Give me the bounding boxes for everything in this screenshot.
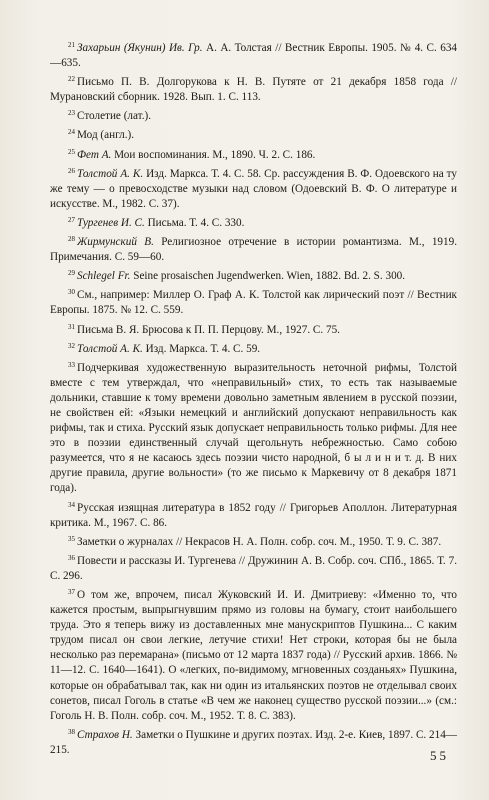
- footnote-author: Фет А.: [77, 148, 112, 161]
- footnote-text: Изд. Маркса. Т. 4. С. 58. Ср. рассуждения В. Ф. Одоевского на ту же тему — о превосходстве музыки над словом (Одоевский В. Ф. О литературе и искусстве. М., 1982. С. 37).: [50, 167, 458, 210]
- footnote-number: 37: [68, 588, 75, 596]
- footnote: [50, 75, 457, 105]
- footnotes-list: [50, 41, 457, 758]
- footnote-text: Заметки о Пушкине и других поэтах. Изд. 2-е. Киев, 1897. С. 214—215.: [50, 728, 457, 756]
- footnote-number: 36: [68, 553, 75, 562]
- footnote-number: 23: [68, 109, 75, 118]
- footnote-author: Страхов Н.: [77, 728, 133, 741]
- page-number: 55: [430, 748, 449, 763]
- footnote-number: 25: [68, 147, 75, 156]
- footnote-author: Захарьин (Якунин) Ив. Гр.: [77, 42, 203, 54]
- footnote-number: 31: [68, 322, 75, 331]
- footnote-number: 21: [68, 41, 75, 49]
- footnote: [50, 269, 457, 284]
- footnote: [50, 728, 457, 758]
- footnote-author: Жирмунский В.: [77, 236, 154, 249]
- footnote: [50, 216, 457, 231]
- footnote-number: 35: [68, 534, 75, 543]
- footnote-text: Письма В. Я. Брюсова к П. П. Перцову. М., 1927. С. 75.: [77, 323, 340, 336]
- footnote-text: Повести и рассказы И. Тургенева // Дружинин А. В. Собр. соч. СПб., 1865. Т. 7. С. 296.: [50, 554, 457, 582]
- footnote-number: 29: [68, 269, 75, 278]
- footnote-number: 32: [68, 341, 75, 350]
- footnote-number: 26: [68, 166, 75, 175]
- footnote: [50, 128, 457, 143]
- footnote-number: 28: [68, 235, 75, 244]
- footnote: [50, 41, 457, 71]
- footnote-author: Schlegel Fr.: [77, 270, 131, 283]
- footnote-text: Русская изящная литература в 1852 году // Григорьев Аполлон. Литературная критика. М., 1967. С. 86.: [50, 501, 457, 529]
- footnote: [50, 148, 457, 163]
- footnote: [50, 588, 457, 724]
- footnote-author: Тургенев И. С.: [77, 216, 145, 229]
- footnote-number: 34: [68, 500, 75, 509]
- footnote-text: Религиозное отречение в истории романтизма. М., 1919. Примечания. С. 59—60.: [50, 236, 457, 264]
- footnote-text: Столетие (лат.).: [77, 110, 152, 123]
- footnote-text: А. А. Толстая // Вестник Европы. 1905. № 4. С. 634—635.: [50, 42, 458, 70]
- footnote-number: 24: [68, 128, 75, 137]
- footnote: [50, 323, 457, 338]
- footnote-text: Подчеркивая художественную выразительность неточной рифмы, Толстой вместе с тем утверждал, что «неправильный» стих, то есть так называемые дольники, ставшие к тому времени довольно заметным явлением в русской поэзии, не свойствен ей: «Языки немецкий и английский допускают неправильность как рифмы, так и стиха. Русский язык допускает неправильность только рифмы. Для нее это в поэзии единственный случай щегольнуть небрежностью. Само собою разумеется, что я не касаюсь здесь поэзии чисто народной, б ы л и н и т. д. В них другие правила, другие вольности» (то же письмо к Маркевичу от 8 декабря 1871 года).: [50, 361, 457, 495]
- footnote-text: Мод (англ.).: [77, 129, 135, 142]
- footnote: [50, 167, 457, 212]
- footnote-text: Письмо П. В. Долгорукова к Н. В. Путяте от 21 декабря 1858 года // Мурановский сборник. 1928. Вып. 1. С. 113.: [50, 76, 457, 104]
- footnote: [50, 535, 457, 550]
- footnote-text: Мои воспоминания. М., 1890. Ч. 2. С. 186.: [114, 148, 316, 161]
- footnote: [50, 288, 457, 318]
- footnote: [50, 235, 457, 265]
- footnote-text: См., например: Миллер О. Граф А. К. Толстой как лирический поэт // Вестник Европы. 1875. № 12. С. 559.: [50, 289, 457, 317]
- footnote-author: Толстой А. К.: [77, 342, 143, 355]
- footnote-number: 30: [68, 288, 75, 297]
- footnote-number: 22: [68, 75, 75, 84]
- footnote: [50, 501, 457, 531]
- footnote-author: Толстой А. К.: [77, 167, 144, 180]
- footnote: [50, 554, 457, 584]
- footnote-text: О том же, впрочем, писал Жуковский И. И. Дмитриеву: «Именно то, что кажется простым, выпрыгнувшим прямо из головы на бумагу, стоит наибольшего труда. Это я теперь вижу из доставленных мне манускриптов Пушкина... С каким трудом писал он свои легкие, летучие стихи! Нет строки, которая бы не была несколько раз перемарана» (письмо от 12 марта 1837 года) // Русский архив. 1866. № 11—12. С. 1640—1641). О «легких, по-видимому, мгновенных созданьях» Пушкина, которые он обрабатывал так, как ни один из итальянских поэтов не отделывал своих сонетов, писал Гоголь в статье «В чем же наконец существо русской поэзии...» (см.: Гоголь Н. В. Полн. собр. соч. М., 1952. Т. 8. С. 383).: [50, 589, 457, 722]
- footnote: [50, 361, 457, 497]
- footnote: [50, 342, 457, 357]
- footnote-number: 38: [68, 727, 75, 736]
- footnote-text: Seine prosaischen Jugendwerken. Wien, 1882. Bd. 2. S. 300.: [133, 270, 406, 283]
- footnote: [50, 109, 457, 124]
- footnote-number: 27: [68, 215, 75, 224]
- footnote-number: 33: [68, 360, 75, 369]
- footnote-text: Письма. Т. 4. С. 330.: [147, 216, 245, 229]
- footnote-text: Изд. Маркса. Т. 4. С. 59.: [145, 342, 261, 355]
- footnote-text: Заметки о журналах // Некрасов Н. А. Полн. собр. соч. М., 1950. Т. 9. С. 387.: [77, 535, 442, 548]
